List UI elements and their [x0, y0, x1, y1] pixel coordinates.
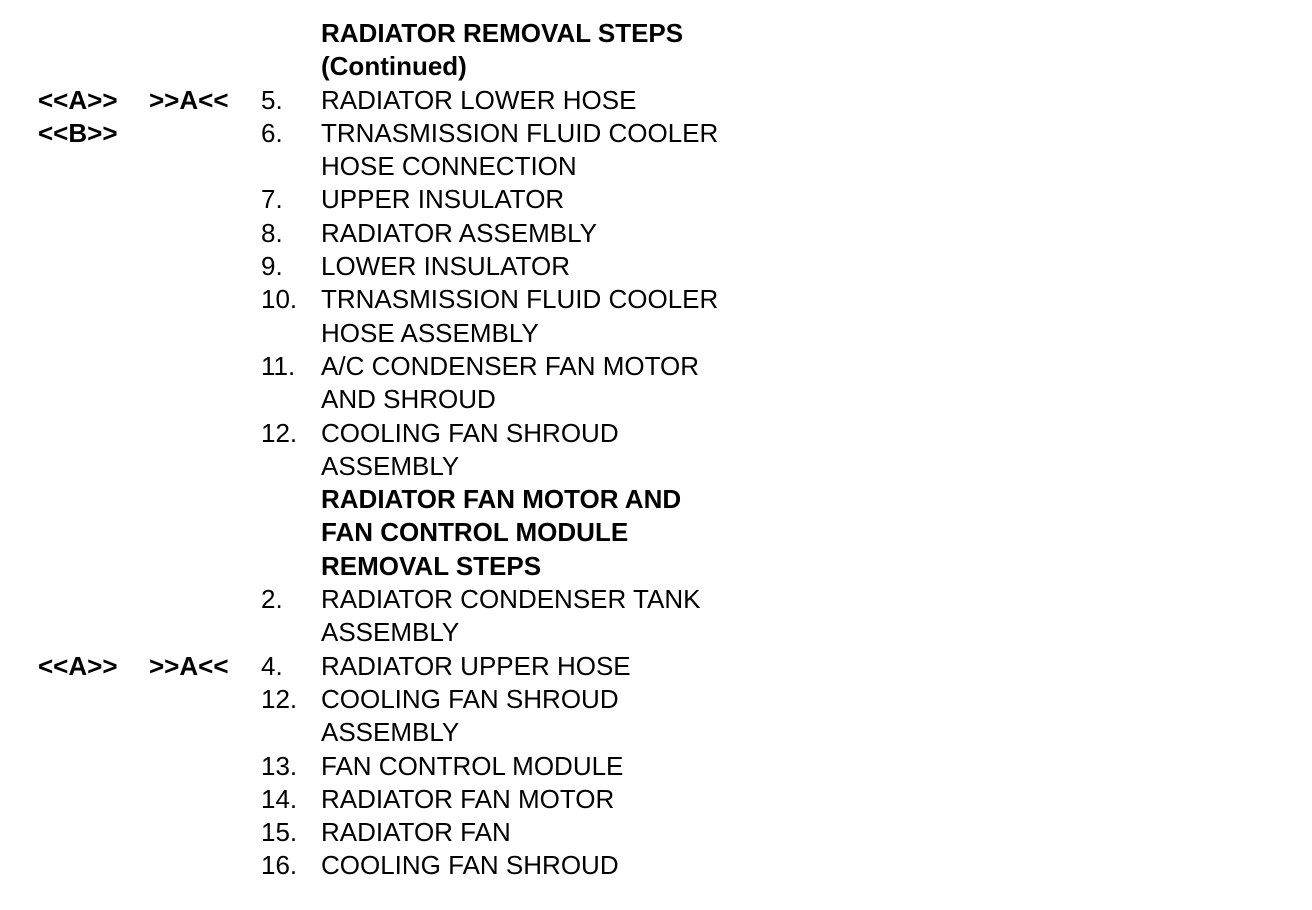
- step-continuation-row: [0, 150, 1312, 183]
- step-number: 14.: [261, 783, 298, 814]
- step-row: [0, 183, 1312, 216]
- step-row: [0, 250, 1312, 283]
- step-number: 9.: [261, 251, 283, 282]
- step-text: ASSEMBLY: [321, 450, 460, 481]
- step-text: TRNASMISSION FLUID COOLER: [321, 284, 719, 315]
- step-row: [0, 350, 1312, 383]
- step-row: [0, 683, 1312, 716]
- step-text: AND SHROUD: [321, 384, 496, 415]
- step-row: [0, 217, 1312, 250]
- step-number: 13.: [261, 750, 298, 781]
- section-heading-line: [0, 17, 1312, 50]
- step-text: COOLING FAN SHROUD: [321, 850, 619, 881]
- step-number: 11.: [261, 350, 296, 381]
- reference-symbol-a: <<A>>: [38, 650, 118, 681]
- step-row: [0, 849, 1312, 882]
- step-text: UPPER INSULATOR: [321, 184, 565, 215]
- step-text: COOLING FAN SHROUD: [321, 417, 619, 448]
- step-row: [0, 283, 1312, 316]
- removal-steps-document: [0, 17, 1312, 883]
- reference-symbol-b: >>A<<: [149, 84, 229, 115]
- step-row: [0, 417, 1312, 450]
- heading-text: REMOVAL STEPS: [321, 550, 542, 581]
- step-number: 2.: [261, 584, 283, 615]
- step-text: RADIATOR FAN MOTOR: [321, 783, 615, 814]
- step-number: 8.: [261, 217, 283, 248]
- step-continuation-row: [0, 616, 1312, 649]
- section-heading-line: [0, 516, 1312, 549]
- section-heading-line: [0, 550, 1312, 583]
- step-text: RADIATOR CONDENSER TANK: [321, 584, 701, 615]
- step-row: [0, 84, 1312, 117]
- step-number: 5.: [261, 84, 283, 115]
- step-number: 12.: [261, 417, 298, 448]
- reference-symbol-a: <<B>>: [38, 117, 118, 148]
- step-text: ASSEMBLY: [321, 717, 460, 748]
- section-heading-line: [0, 50, 1312, 83]
- step-continuation-row: [0, 317, 1312, 350]
- step-text: FAN CONTROL MODULE: [321, 750, 624, 781]
- heading-text: (Continued): [321, 51, 467, 82]
- step-text: LOWER INSULATOR: [321, 251, 570, 282]
- heading-text: FAN CONTROL MODULE: [321, 517, 629, 548]
- step-number: 15.: [261, 817, 298, 848]
- step-number: 4.: [261, 650, 283, 681]
- step-row: [0, 583, 1312, 616]
- step-text: A/C CONDENSER FAN MOTOR: [321, 350, 700, 381]
- section-heading-line: [0, 483, 1312, 516]
- step-number: 10.: [261, 284, 298, 315]
- step-continuation-row: [0, 716, 1312, 749]
- step-text: HOSE ASSEMBLY: [321, 317, 539, 348]
- reference-symbol-b: >>A<<: [149, 650, 229, 681]
- step-row: [0, 816, 1312, 849]
- reference-symbol-a: <<A>>: [38, 84, 118, 115]
- step-number: 6.: [261, 117, 283, 148]
- heading-text: RADIATOR REMOVAL STEPS: [321, 18, 684, 48]
- step-row: [0, 117, 1312, 150]
- step-text: RADIATOR FAN: [321, 817, 511, 848]
- step-number: 16.: [261, 850, 298, 881]
- step-text: ASSEMBLY: [321, 617, 460, 648]
- step-continuation-row: [0, 383, 1312, 416]
- heading-text: RADIATOR FAN MOTOR AND: [321, 484, 682, 515]
- step-row: [0, 650, 1312, 683]
- step-continuation-row: [0, 450, 1312, 483]
- step-text: RADIATOR UPPER HOSE: [321, 650, 631, 681]
- step-number: 12.: [261, 683, 298, 714]
- step-text: HOSE CONNECTION: [321, 151, 577, 182]
- step-text: RADIATOR LOWER HOSE: [321, 84, 637, 115]
- step-number: 7.: [261, 184, 283, 215]
- step-text: TRNASMISSION FLUID COOLER: [321, 117, 719, 148]
- step-text: RADIATOR ASSEMBLY: [321, 217, 597, 248]
- step-row: [0, 750, 1312, 783]
- step-row: [0, 783, 1312, 816]
- step-text: COOLING FAN SHROUD: [321, 683, 619, 714]
